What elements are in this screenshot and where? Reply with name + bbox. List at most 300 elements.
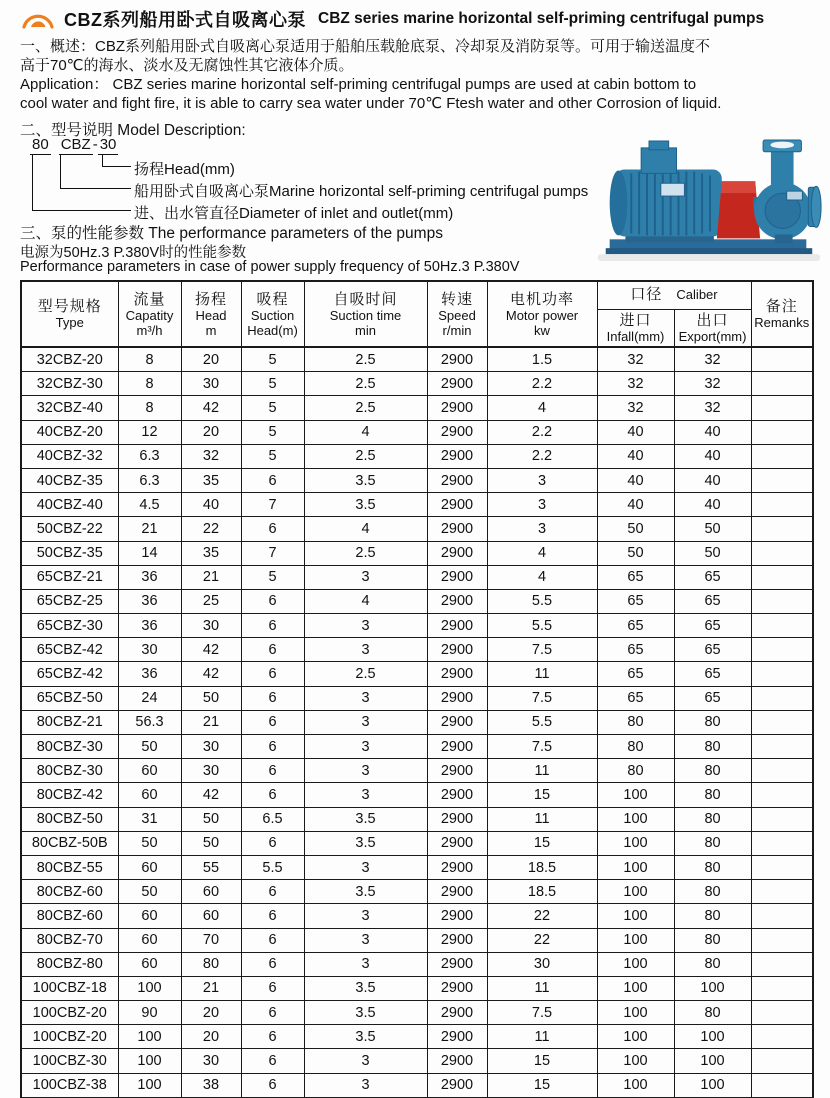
cell-capacity: 36 [118, 589, 181, 613]
model-code-series: CBZ [60, 136, 91, 153]
cell-export: 32 [674, 347, 751, 372]
cell-suction: 6 [241, 468, 304, 492]
cell-suction: 6 [241, 589, 304, 613]
cell-infall: 65 [597, 662, 674, 686]
cell-infall: 80 [597, 759, 674, 783]
table-row [21, 807, 813, 831]
cell-type: 65CBZ-42 [21, 638, 118, 662]
cell-head: 21 [181, 710, 241, 734]
table-row [21, 541, 813, 565]
cell-infall: 65 [597, 638, 674, 662]
cell-infall: 65 [597, 686, 674, 710]
cell-suction: 6 [241, 662, 304, 686]
overview-zh-line1: 一、概述：CBZ系列船用卧式自吸离心泵适用于船舶压载舱底泵、冷却泵及消防泵等。可用于输送温度不 [20, 38, 711, 55]
cell-head: 55 [181, 855, 241, 879]
cell-motor-power: 22 [487, 928, 597, 952]
col-header-infall: 进口 Infall(mm) [597, 309, 674, 347]
cell-export: 80 [674, 904, 751, 928]
cell-head: 21 [181, 976, 241, 1000]
cell-head: 50 [181, 831, 241, 855]
callout-connector-inlet [32, 154, 131, 211]
cell-suction: 5.5 [241, 855, 304, 879]
cell-suction-time: 3 [304, 565, 427, 589]
cell-motor-power: 5.5 [487, 589, 597, 613]
table-row [21, 1025, 813, 1049]
cell-remark [751, 928, 813, 952]
table-row [21, 614, 813, 638]
cell-type: 32CBZ-20 [21, 347, 118, 372]
cell-remark [751, 904, 813, 928]
cell-export: 80 [674, 880, 751, 904]
cell-capacity: 100 [118, 1073, 181, 1098]
cell-motor-power: 18.5 [487, 855, 597, 879]
cell-head: 60 [181, 880, 241, 904]
cell-head: 50 [181, 686, 241, 710]
callout-inlet: 进、出水管直径Diameter of inlet and outlet(mm) [134, 205, 454, 222]
cell-suction: 6 [241, 952, 304, 976]
cell-capacity: 36 [118, 662, 181, 686]
cell-suction-time: 2.5 [304, 541, 427, 565]
performance-section-heading: 三、泵的性能参数 The performance parameters of the pumps [20, 225, 443, 242]
cell-motor-power: 15 [487, 1049, 597, 1073]
cell-remark [751, 468, 813, 492]
cell-suction-time: 3 [304, 686, 427, 710]
cell-export: 65 [674, 662, 751, 686]
cell-infall: 100 [597, 904, 674, 928]
table-row [21, 976, 813, 1000]
cell-capacity: 50 [118, 831, 181, 855]
cell-export: 65 [674, 589, 751, 613]
cell-suction: 6 [241, 831, 304, 855]
cell-remark [751, 807, 813, 831]
col-header-motor-power: 电机功率 Motor power kw [487, 281, 597, 347]
cell-head: 42 [181, 396, 241, 420]
cell-speed: 2900 [427, 807, 487, 831]
cell-suction-time: 3.5 [304, 880, 427, 904]
cell-infall: 50 [597, 517, 674, 541]
cell-speed: 2900 [427, 855, 487, 879]
cell-suction: 6 [241, 759, 304, 783]
table-row [21, 1001, 813, 1025]
cell-capacity: 100 [118, 1049, 181, 1073]
cell-suction-time: 4 [304, 517, 427, 541]
cell-export: 100 [674, 976, 751, 1000]
power-note-zh: 电源为50Hz.3 P.380V时的性能参数 [20, 245, 247, 261]
cell-suction-time: 3.5 [304, 831, 427, 855]
cell-capacity: 50 [118, 735, 181, 759]
cell-suction-time: 3 [304, 928, 427, 952]
cell-capacity: 100 [118, 1025, 181, 1049]
cell-remark [751, 396, 813, 420]
cell-speed: 2900 [427, 541, 487, 565]
cell-export: 65 [674, 686, 751, 710]
cell-infall: 80 [597, 710, 674, 734]
cell-speed: 2900 [427, 928, 487, 952]
cell-export: 65 [674, 614, 751, 638]
cell-remark [751, 710, 813, 734]
cell-type: 80CBZ-30 [21, 759, 118, 783]
cell-export: 65 [674, 638, 751, 662]
cell-type: 65CBZ-50 [21, 686, 118, 710]
cell-motor-power: 4 [487, 565, 597, 589]
cell-head: 30 [181, 759, 241, 783]
cell-speed: 2900 [427, 589, 487, 613]
cell-remark [751, 686, 813, 710]
cell-capacity: 8 [118, 347, 181, 372]
cell-type: 80CBZ-60 [21, 880, 118, 904]
cell-suction-time: 3 [304, 855, 427, 879]
cell-head: 30 [181, 735, 241, 759]
cell-motor-power: 4 [487, 541, 597, 565]
cell-type: 100CBZ-20 [21, 1001, 118, 1025]
cell-infall: 100 [597, 1001, 674, 1025]
cell-infall: 32 [597, 347, 674, 372]
cell-head: 30 [181, 372, 241, 396]
cell-speed: 2900 [427, 976, 487, 1000]
cell-capacity: 60 [118, 952, 181, 976]
cell-suction-time: 2.5 [304, 662, 427, 686]
cell-type: 65CBZ-25 [21, 589, 118, 613]
cell-speed: 2900 [427, 420, 487, 444]
spec-table-container [20, 280, 814, 1098]
cell-head: 22 [181, 517, 241, 541]
cell-infall: 100 [597, 1073, 674, 1098]
cell-infall: 100 [597, 1025, 674, 1049]
cell-type: 40CBZ-32 [21, 444, 118, 468]
model-code-diagram [20, 136, 589, 222]
cell-type: 100CBZ-20 [21, 1025, 118, 1049]
cell-head: 30 [181, 614, 241, 638]
cell-head: 21 [181, 565, 241, 589]
table-row [21, 589, 813, 613]
cell-suction-time: 3 [304, 735, 427, 759]
cell-speed: 2900 [427, 638, 487, 662]
cell-motor-power: 15 [487, 1073, 597, 1098]
cell-export: 80 [674, 735, 751, 759]
cell-infall: 100 [597, 880, 674, 904]
table-row [21, 952, 813, 976]
cell-export: 40 [674, 420, 751, 444]
cell-head: 25 [181, 589, 241, 613]
cell-remark [751, 493, 813, 517]
col-header-type: 型号规格 Type [21, 281, 118, 347]
table-row [21, 444, 813, 468]
cell-capacity: 100 [118, 976, 181, 1000]
cell-suction: 6 [241, 1073, 304, 1098]
cell-export: 32 [674, 396, 751, 420]
cell-suction-time: 3.5 [304, 1025, 427, 1049]
cell-infall: 100 [597, 855, 674, 879]
cell-suction: 6 [241, 686, 304, 710]
col-header-suction-time: 自吸时间 Suction time min [304, 281, 427, 347]
cell-remark [751, 1073, 813, 1098]
table-row [21, 759, 813, 783]
cell-type: 100CBZ-30 [21, 1049, 118, 1073]
cell-motor-power: 2.2 [487, 420, 597, 444]
cell-type: 50CBZ-35 [21, 541, 118, 565]
cell-type: 80CBZ-55 [21, 855, 118, 879]
cell-type: 32CBZ-30 [21, 372, 118, 396]
cell-type: 80CBZ-60 [21, 904, 118, 928]
cell-speed: 2900 [427, 831, 487, 855]
cell-suction: 6 [241, 735, 304, 759]
cell-infall: 100 [597, 928, 674, 952]
cell-infall: 40 [597, 420, 674, 444]
cell-type: 40CBZ-35 [21, 468, 118, 492]
cell-capacity: 6.3 [118, 444, 181, 468]
cell-remark [751, 420, 813, 444]
model-code-inlet: 80 [32, 136, 49, 153]
cell-suction: 5 [241, 396, 304, 420]
overview-en-line2: cool water and fight fire, it is able to carry sea water under 70℃ Ftesh water and other Corrosion of liquid. [20, 95, 722, 112]
cell-export: 32 [674, 372, 751, 396]
model-section-heading: 二、型号说明 Model Description: [20, 122, 246, 139]
cell-motor-power: 4 [487, 396, 597, 420]
cell-remark [751, 880, 813, 904]
cell-suction: 6 [241, 880, 304, 904]
col-header-speed: 转速 Speed r/min [427, 281, 487, 347]
cell-type: 40CBZ-20 [21, 420, 118, 444]
table-row [21, 420, 813, 444]
cell-infall: 100 [597, 976, 674, 1000]
cell-capacity: 24 [118, 686, 181, 710]
cell-type: 100CBZ-38 [21, 1073, 118, 1098]
cell-speed: 2900 [427, 783, 487, 807]
cell-suction-time: 3 [304, 710, 427, 734]
table-row [21, 372, 813, 396]
cell-infall: 100 [597, 952, 674, 976]
cell-suction: 5 [241, 347, 304, 372]
cell-infall: 50 [597, 541, 674, 565]
cell-motor-power: 11 [487, 759, 597, 783]
cell-motor-power: 15 [487, 831, 597, 855]
cell-speed: 2900 [427, 396, 487, 420]
cell-export: 80 [674, 759, 751, 783]
cell-speed: 2900 [427, 952, 487, 976]
cell-export: 80 [674, 1001, 751, 1025]
cell-remark [751, 614, 813, 638]
cell-export: 40 [674, 468, 751, 492]
cell-capacity: 56.3 [118, 710, 181, 734]
cell-infall: 80 [597, 735, 674, 759]
cell-capacity: 60 [118, 855, 181, 879]
cell-export: 80 [674, 783, 751, 807]
cell-infall: 100 [597, 807, 674, 831]
cell-capacity: 90 [118, 1001, 181, 1025]
cell-suction: 5 [241, 420, 304, 444]
cell-remark [751, 589, 813, 613]
table-row [21, 468, 813, 492]
cell-suction-time: 3 [304, 614, 427, 638]
cell-export: 80 [674, 855, 751, 879]
cell-type: 80CBZ-30 [21, 735, 118, 759]
cell-infall: 40 [597, 493, 674, 517]
cell-remark [751, 638, 813, 662]
col-header-export: 出口 Export(mm) [674, 309, 751, 347]
cell-remark [751, 1001, 813, 1025]
cell-type: 65CBZ-30 [21, 614, 118, 638]
cell-suction: 6 [241, 783, 304, 807]
cell-remark [751, 444, 813, 468]
cell-infall: 65 [597, 589, 674, 613]
cell-motor-power: 22 [487, 904, 597, 928]
cell-suction-time: 3 [304, 904, 427, 928]
cell-motor-power: 30 [487, 952, 597, 976]
table-row [21, 517, 813, 541]
cell-type: 50CBZ-22 [21, 517, 118, 541]
cell-export: 80 [674, 807, 751, 831]
cell-head: 32 [181, 444, 241, 468]
table-row [21, 686, 813, 710]
cell-speed: 2900 [427, 880, 487, 904]
cell-head: 20 [181, 1025, 241, 1049]
cell-type: 80CBZ-80 [21, 952, 118, 976]
cell-type: 80CBZ-21 [21, 710, 118, 734]
table-row [21, 1073, 813, 1098]
cell-infall: 100 [597, 1049, 674, 1073]
cell-head: 60 [181, 904, 241, 928]
cell-speed: 2900 [427, 347, 487, 372]
table-row [21, 880, 813, 904]
cell-suction: 6 [241, 638, 304, 662]
col-header-suction: 吸程 Suction Head(m) [241, 281, 304, 347]
cell-capacity: 36 [118, 565, 181, 589]
cell-motor-power: 3 [487, 517, 597, 541]
cell-motor-power: 11 [487, 807, 597, 831]
cell-speed: 2900 [427, 759, 487, 783]
cell-speed: 2900 [427, 565, 487, 589]
cell-infall: 32 [597, 396, 674, 420]
col-header-caliber-group: 口径 Caliber [597, 281, 751, 309]
cell-suction-time: 3 [304, 638, 427, 662]
cell-type: 32CBZ-40 [21, 396, 118, 420]
cell-remark [751, 759, 813, 783]
cell-type: 100CBZ-18 [21, 976, 118, 1000]
cell-suction: 6 [241, 928, 304, 952]
table-row [21, 783, 813, 807]
cell-export: 80 [674, 928, 751, 952]
cell-motor-power: 2.2 [487, 372, 597, 396]
cell-capacity: 60 [118, 759, 181, 783]
cell-export: 65 [674, 565, 751, 589]
cell-remark [751, 1025, 813, 1049]
cell-remark [751, 1049, 813, 1073]
cell-motor-power: 3 [487, 468, 597, 492]
cell-capacity: 60 [118, 928, 181, 952]
cell-speed: 2900 [427, 517, 487, 541]
cell-head: 42 [181, 783, 241, 807]
table-row [21, 735, 813, 759]
cell-motor-power: 7.5 [487, 735, 597, 759]
cell-head: 70 [181, 928, 241, 952]
cell-type: 80CBZ-42 [21, 783, 118, 807]
cell-speed: 2900 [427, 735, 487, 759]
cell-infall: 40 [597, 444, 674, 468]
cell-remark [751, 517, 813, 541]
cell-suction: 6 [241, 614, 304, 638]
cell-export: 80 [674, 952, 751, 976]
cell-capacity: 50 [118, 880, 181, 904]
cell-head: 35 [181, 468, 241, 492]
table-row [21, 831, 813, 855]
cell-suction-time: 3.5 [304, 807, 427, 831]
cell-capacity: 4.5 [118, 493, 181, 517]
cell-export: 40 [674, 493, 751, 517]
cell-speed: 2900 [427, 614, 487, 638]
cell-type: 65CBZ-21 [21, 565, 118, 589]
table-row [21, 710, 813, 734]
cell-infall: 100 [597, 783, 674, 807]
cell-speed: 2900 [427, 1001, 487, 1025]
cell-export: 40 [674, 444, 751, 468]
cell-motor-power: 11 [487, 976, 597, 1000]
cell-suction: 7 [241, 541, 304, 565]
table-row [21, 396, 813, 420]
cell-suction: 6 [241, 1049, 304, 1073]
cell-speed: 2900 [427, 372, 487, 396]
cell-suction-time: 3.5 [304, 976, 427, 1000]
cell-export: 80 [674, 831, 751, 855]
cell-motor-power: 1.5 [487, 347, 597, 372]
cell-head: 35 [181, 541, 241, 565]
table-row [21, 904, 813, 928]
table-row [21, 928, 813, 952]
cell-head: 38 [181, 1073, 241, 1098]
cell-remark [751, 372, 813, 396]
col-header-capacity: 流量 Capatity m³/h [118, 281, 181, 347]
table-row [21, 662, 813, 686]
page-header [20, 6, 764, 32]
cell-suction-time: 3 [304, 1073, 427, 1098]
cell-capacity: 31 [118, 807, 181, 831]
cell-capacity: 8 [118, 396, 181, 420]
spec-table-body [21, 347, 813, 1098]
cell-remark [751, 347, 813, 372]
brand-arc-icon [20, 6, 56, 32]
cell-suction-time: 3 [304, 783, 427, 807]
cell-motor-power: 7.5 [487, 1001, 597, 1025]
table-row [21, 855, 813, 879]
cell-remark [751, 783, 813, 807]
cell-motor-power: 15 [487, 783, 597, 807]
cell-suction: 6 [241, 517, 304, 541]
cell-suction-time: 4 [304, 589, 427, 613]
cell-capacity: 36 [118, 614, 181, 638]
cell-type: 80CBZ-70 [21, 928, 118, 952]
page-title-en: CBZ series marine horizontal self-priming centrifugal pumps [318, 10, 765, 27]
cell-suction-time: 3.5 [304, 468, 427, 492]
cell-suction: 6 [241, 710, 304, 734]
cell-infall: 65 [597, 614, 674, 638]
cell-remark [751, 541, 813, 565]
cell-infall: 32 [597, 372, 674, 396]
cell-suction: 5 [241, 444, 304, 468]
cell-speed: 2900 [427, 468, 487, 492]
cell-capacity: 12 [118, 420, 181, 444]
cell-head: 40 [181, 493, 241, 517]
cell-head: 20 [181, 347, 241, 372]
cell-suction: 5 [241, 372, 304, 396]
cell-capacity: 8 [118, 372, 181, 396]
cell-speed: 2900 [427, 444, 487, 468]
cell-motor-power: 2.2 [487, 444, 597, 468]
table-row [21, 493, 813, 517]
cell-capacity: 6.3 [118, 468, 181, 492]
cell-capacity: 60 [118, 904, 181, 928]
cell-export: 50 [674, 541, 751, 565]
overview-section [20, 37, 815, 113]
cell-speed: 2900 [427, 710, 487, 734]
